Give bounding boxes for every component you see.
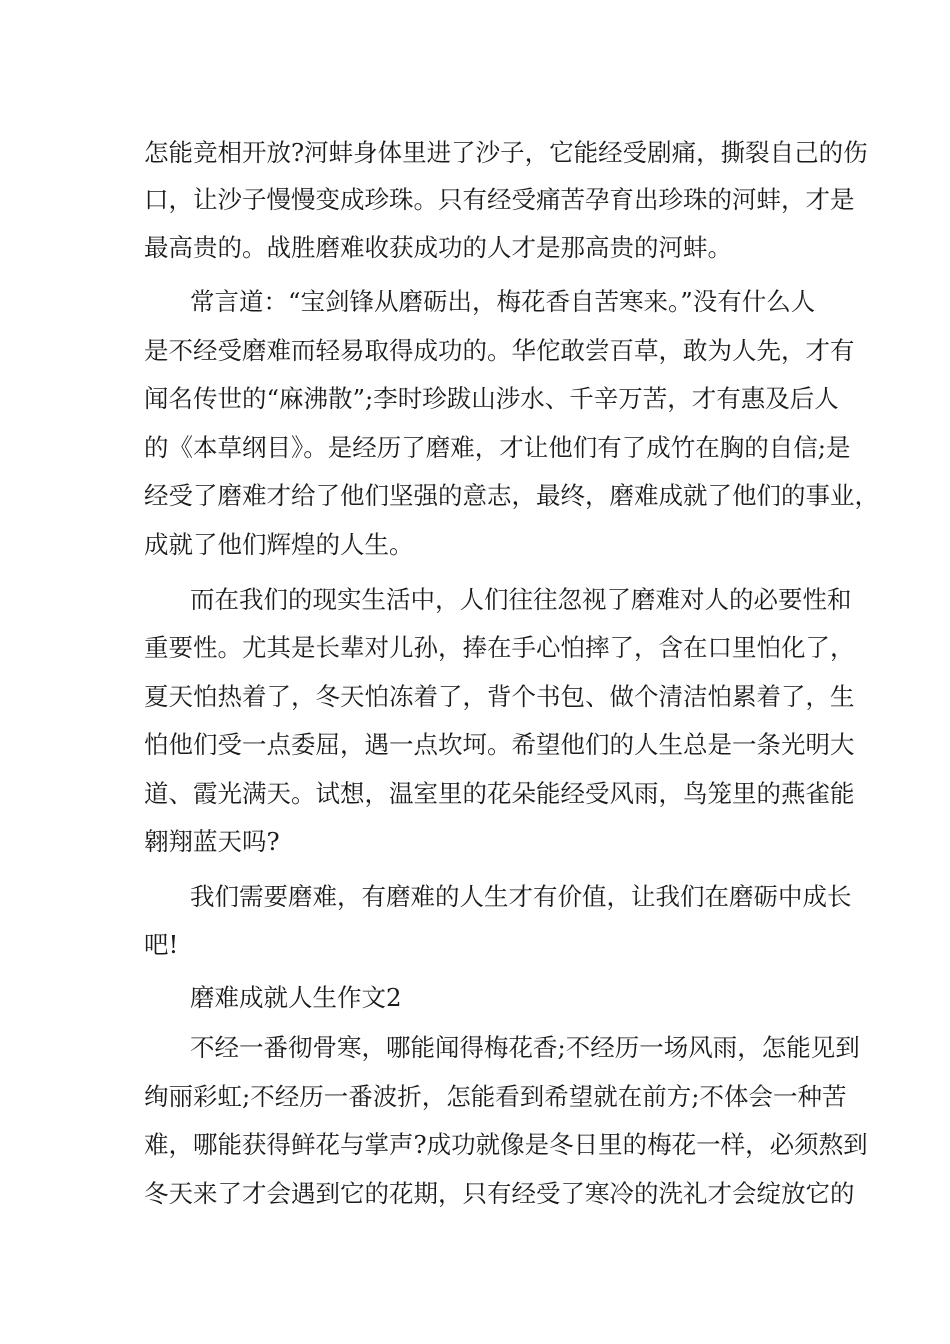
section-heading: 磨难成就人生作文2 <box>190 983 402 1012</box>
text-line: 怎能竞相开放?河蚌身体里进了沙子，它能经受剧痛，撕裂自己的伤 <box>144 138 868 167</box>
paragraph-first-line: 而在我们的现实生活中，人们往往忽视了磨难对人的必要性和 <box>190 585 852 614</box>
text-line: 经受了磨难才给了他们坚强的意志，最终，磨难成就了他们的事业， <box>144 481 879 510</box>
text-line: 翱翔蓝天吗? <box>144 827 280 856</box>
text-line: 的《本草纲目》。是经历了磨难，才让他们有了成竹在胸的自信;是 <box>144 433 851 462</box>
paragraph-first-line: 不经一番彻骨寒，哪能闻得梅花香;不经历一场风雨，怎能见到 <box>190 1033 860 1062</box>
text-line: 吧! <box>144 930 179 959</box>
text-line: 绚丽彩虹;不经历一番波折，怎能看到希望就在前方;不体会一种苦 <box>144 1082 847 1111</box>
text-line: 成就了他们辉煌的人生。 <box>144 530 414 559</box>
paragraph-first-line: 我们需要磨难，有磨难的人生才有价值，让我们在磨砺中成长 <box>190 882 852 911</box>
text-line: 口，让沙子慢慢变成珍珠。只有经受痛苦孕育出珍珠的河蚌，才是 <box>144 185 855 214</box>
text-line: 重要性。尤其是长辈对儿孙，捧在手心怕摔了，含在口里怕化了， <box>144 633 855 662</box>
text-line: 夏天怕热着了，冬天怕冻着了，背个书包、做个清洁怕累着了，生 <box>144 682 855 711</box>
text-line: 怕他们受一点委屈，遇一点坎坷。希望他们的人生总是一条光明大 <box>144 730 855 759</box>
text-line: 道、霞光满天。试想，温室里的花朵能经受风雨，鸟笼里的燕雀能 <box>144 779 855 808</box>
text-line: 是不经受磨难而轻易取得成功的。华佗敢尝百草，敢为人先，才有 <box>144 336 855 365</box>
text-line: 难，哪能获得鲜花与掌声?成功就像是冬日里的梅花一样，必须熬到 <box>144 1130 868 1159</box>
text-line: 闻名传世的“麻沸散”;李时珍跋山涉水、千辛万苦，才有惠及后人 <box>144 384 839 413</box>
paragraph-first-line: 常言道：“宝剑锋从磨砺出，梅花香自苦寒来。”没有什么人 <box>190 287 816 316</box>
text-line: 最高贵的。战胜磨难收获成功的人才是那高贵的河蚌。 <box>144 233 732 262</box>
text-line: 冬天来了才会遇到它的花期，只有经受了寒冷的洗礼才会绽放它的 <box>144 1179 855 1208</box>
